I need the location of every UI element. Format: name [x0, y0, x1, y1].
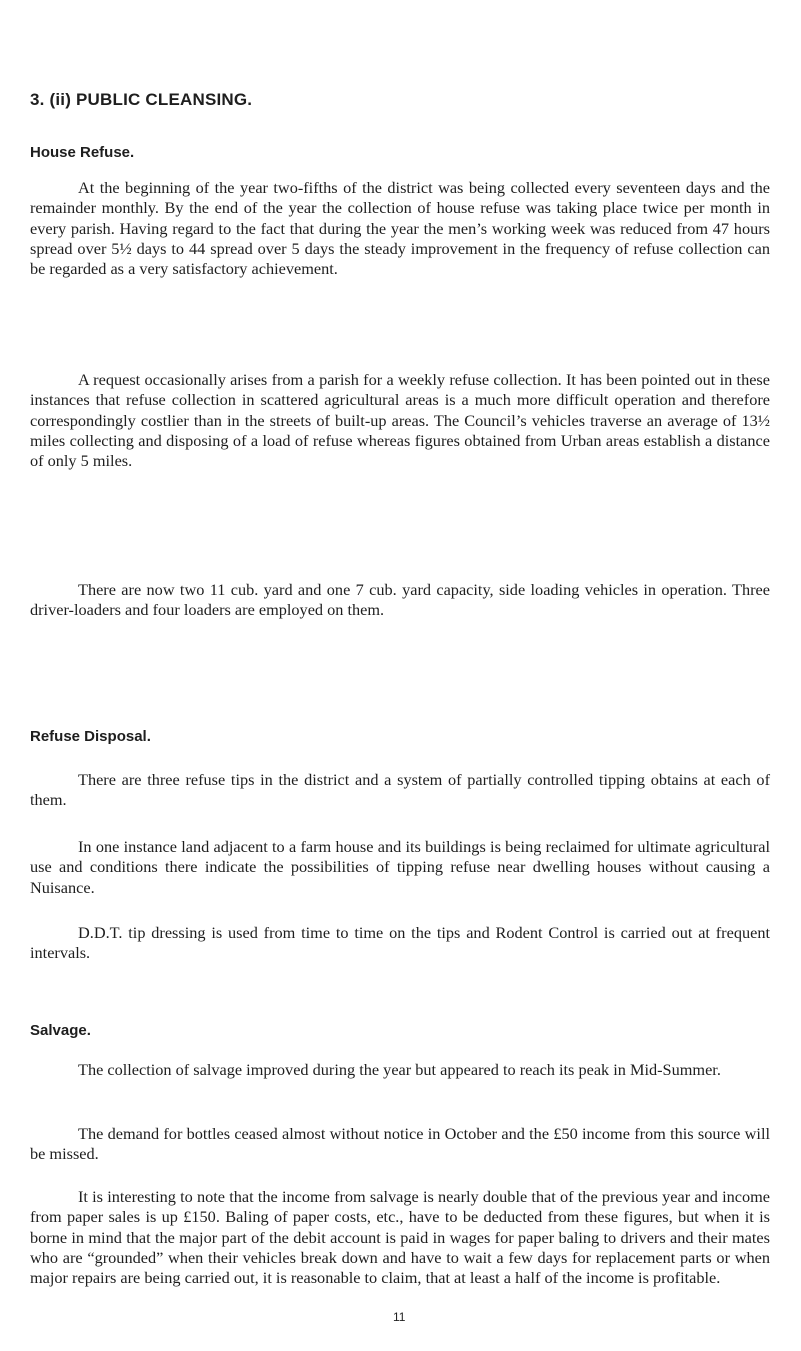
paragraph: In one instance land adjacent to a farm house and its buildings is being reclaimed for ultimate agricultural use and conditions there indicate the possibilities of tipping refuse near dwelling houses without causing a Nuisance. — [30, 837, 770, 897]
section-title-house-refuse: House Refuse. — [30, 144, 135, 161]
paragraph: D.D.T. tip dressing is used from time to time on the tips and Rodent Control is carried out at frequent intervals. — [30, 923, 770, 963]
paragraph: The collection of salvage improved during the year but appeared to reach its peak in Mid-Summer. — [78, 1060, 721, 1079]
paragraph: There are three refuse tips in the district and a system of partially controlled tipping obtains at each of them. — [30, 770, 770, 810]
section-title-refuse-disposal: Refuse Disposal. — [30, 728, 151, 745]
page-number: 11 — [393, 1310, 406, 1324]
paragraph: It is interesting to note that the income from salvage is nearly double that of the previous year and income from paper sales is up £150. Baling of paper costs, etc., have to be deducted from these figures, but when it is borne in mind that the major part of the debit account is paid in wages for paper baling to drivers and their mates who are “grounded” when their vehicles break down and have to wait a few days for replacement parts or when major repairs are being carried out, it is reasonable to claim, that at least a half of the income is profitable. — [30, 1187, 770, 1288]
paragraph: A request occasionally arises from a parish for a weekly refuse collection. It has been pointed out in these instances that refuse collection in scattered agricultural areas is a much more difficult operation and therefore correspondingly costlier than in the streets of built-up areas. The Council’s vehicles traverse an average of 13½ miles collecting and disposing of a load of refuse whereas figures obtained from Urban areas establish a distance of only 5 miles. — [30, 370, 770, 471]
section-title-salvage: Salvage. — [30, 1022, 91, 1039]
paragraph: The demand for bottles ceased almost without notice in October and the £50 income from this source will be missed. — [30, 1124, 770, 1164]
main-heading: 3. (ii) PUBLIC CLEANSING. — [30, 90, 253, 109]
paragraph: At the beginning of the year two-fifths of the district was being collected every seventeen days and the remainder monthly. By the end of the year the collection of house refuse was taking place twice per month in every parish. Having regard to the fact that during the year the men’s working week was reduced from 47 hours spread over 5½ days to 44 spread over 5 days the steady improvement in the frequency of refuse collection can be regarded as a very satisfactory achievement. — [30, 178, 770, 279]
paragraph: There are now two 11 cub. yard and one 7 cub. yard capacity, side loading vehicles in operation. Three driver-loaders and four loaders are employed on them. — [30, 580, 770, 620]
